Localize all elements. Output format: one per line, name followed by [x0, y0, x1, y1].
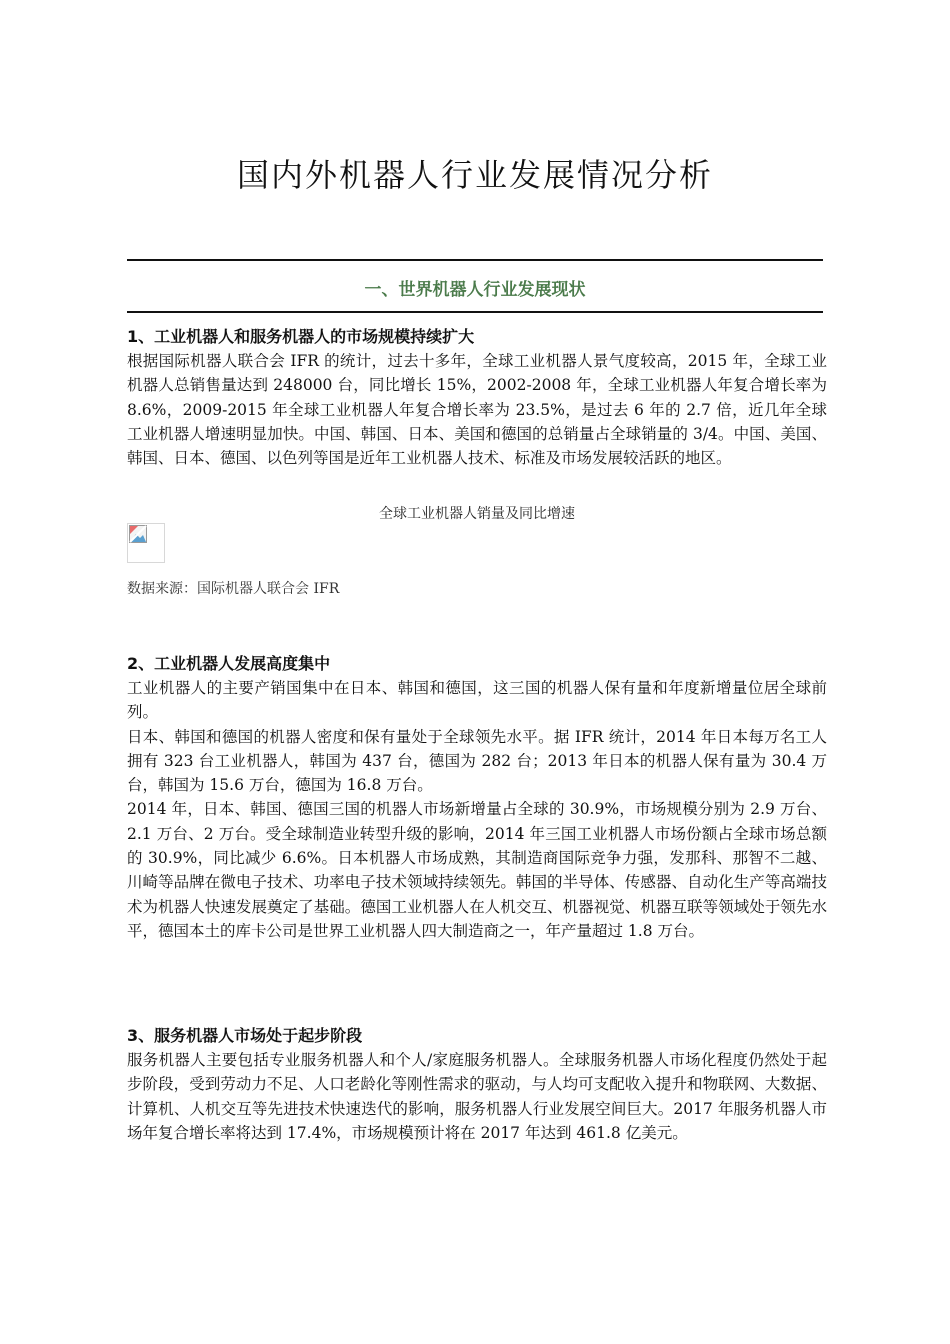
- subsection-heading: 3、服务机器人市场处于起步阶段: [127, 1026, 363, 1045]
- section-rule-top: [127, 259, 823, 261]
- paragraph: 服务机器人主要包括专业服务机器人和个人/家庭服务机器人。全球服务机器人市场化程度仍然处于起步阶段，受到劳动力不足、人口老龄化等刚性需求的驱动，与人均可支配收入提升和物联网、大数据、计算机、人机交互等先进技术快速迭代的影响，服务机器人行业发展空间巨大。2017 年服务机器人市场年复合增长率将达到 17.4%，市场规模预计将在 2017 年达到 461.8 亿美元。: [127, 1051, 827, 1142]
- section-rule-bottom: [127, 311, 823, 313]
- subsection-heading: 1、工业机器人和服务机器人的市场规模持续扩大: [127, 327, 475, 346]
- subsection-heading: 2、工业机器人发展高度集中: [127, 654, 331, 673]
- document-title: 国内外机器人行业发展情况分析: [236, 156, 713, 194]
- subsection-3: [127, 1024, 827, 1145]
- paragraph: 2014 年，日本、韩国、德国三国的机器人市场新增量占全球的 30.9%，市场规模分别为 2.9 万台、2.1 万台、2 万台。受全球制造业转型升级的影响，2014 年三国工业机器人市场份额占全球市场总额的 30.9%，同比减少 6.6%。日本机器人市场成熟，其制造商国际竞争力强，发那科、那智不二越、川崎等品牌在微电子技术、功率电子技术领域持续领先。韩国的半导体、传感器、自动化生产等高端技术为机器人快速发展奠定了基础。德国工业机器人在人机交互、机器视觉、机器互联等领域处于领先水平，德国本土的库卡公司是世界工业机器人四大制造商之一，年产量超过 1.8 万台。: [127, 800, 827, 940]
- subsection-1: [127, 325, 827, 470]
- paragraph: 工业机器人的主要产销国集中在日本、韩国和德国，这三国的机器人保有量和年度新增量位居全球前列。: [127, 679, 827, 722]
- paragraph: 日本、韩国和德国的机器人密度和保有量处于全球领先水平。据 IFR 统计，2014 年日本每万名工人拥有 323 台工业机器人，韩国为 437 台，德国为 282 台；2013 年日本的机器人保有量为 30.4 万台，韩国为 15.6 万台，德国为 16.8 万台。: [127, 727, 827, 795]
- broken-image-icon: [129, 525, 149, 545]
- figure-caption: 全球工业机器人销量及同比增速: [379, 506, 575, 522]
- section-heading: 一、世界机器人行业发展现状: [364, 280, 586, 300]
- paragraph: 根据国际机器人联合会 IFR 的统计，过去十多年，全球工业机器人景气度较高，2015 年，全球工业机器人总销售量达到 248000 台，同比增长 15%，2002-2008 年，全球工业机器人年复合增长率为 8.6%，2009-2015 年全球工业机器人年复合增长率为 23.5%，是过去 6 年的 2.7 倍，近几年全球工业机器人增速明显加快。中国、韩国、日本、美国和德国的总销量占全球销量的 3/4。中国、美国、韩国、日本、德国、以色列等国是近年工业机器人技术、标准及市场发展较活跃的地区。: [127, 352, 827, 468]
- figure-image: [127, 523, 165, 563]
- subsection-2: [127, 652, 827, 943]
- figure-source: 数据来源：国际机器人联合会 IFR: [127, 581, 340, 597]
